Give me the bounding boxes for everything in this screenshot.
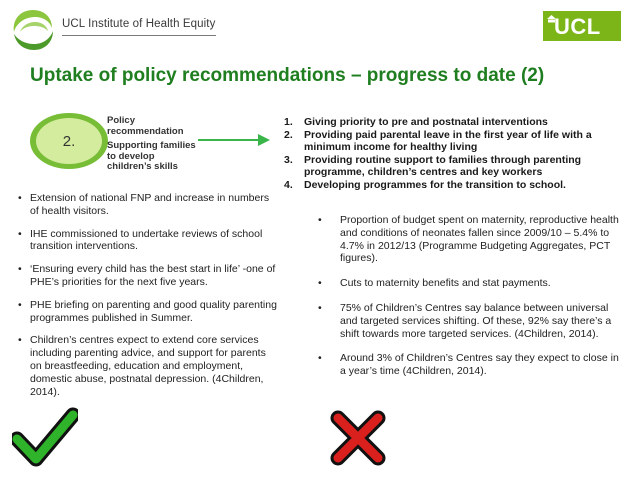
bullet-icon: • xyxy=(18,263,22,276)
progress-text: Proportion of budget spent on maternity, reproductive health and conditions of neonates fallen since 2009/10 – 5.4% to 4.7% in 2012/13 (Programme Budgeting Aggregates, PCT figures). xyxy=(340,214,619,265)
recommendation-text: Developing programmes for the transition to school. xyxy=(304,178,566,191)
list-item xyxy=(318,214,623,265)
right-arrow-icon xyxy=(198,133,270,147)
ucl-logo xyxy=(543,11,621,41)
negative-progress-list xyxy=(318,214,623,390)
list-item xyxy=(18,228,278,254)
page-title: Uptake of policy recommendations – progress to date (2) xyxy=(30,65,545,86)
progress-text: Children’s centres expect to extend core services including parenting advice, and support for parents on breastfeeding, education and employment, domestic abuse, postnatal depression. (4Children, 2014). xyxy=(30,334,266,398)
progress-text: Cuts to maternity benefits and stat payments. xyxy=(340,277,551,290)
list-item xyxy=(318,302,623,340)
bullet-icon: • xyxy=(18,334,22,347)
bullet-icon: • xyxy=(18,298,22,311)
list-item xyxy=(318,352,623,378)
ihe-logo-icon xyxy=(8,6,58,52)
recommendation-text: Giving priority to pre and postnatal interventions xyxy=(304,116,548,128)
progress-text: Extension of national FNP and increase in numbers of health visitors. xyxy=(30,192,270,217)
recommendation-topic-label: Supporting families to develop children’s skills xyxy=(107,140,196,172)
bullet-icon: • xyxy=(318,214,322,226)
recommendation-item xyxy=(284,129,624,154)
recommendation-item xyxy=(284,116,624,129)
progress-text: IHE commissioned to undertake reviews of school transition interventions. xyxy=(30,227,263,253)
positive-progress-list xyxy=(18,192,278,408)
ucl-logo-text: UCL xyxy=(554,14,601,39)
bullet-icon: • xyxy=(318,277,322,290)
recommendation-index: 1. xyxy=(284,116,293,128)
recommendation-index: 4. xyxy=(284,178,293,191)
recommendation-item xyxy=(284,179,624,192)
red-cross-icon xyxy=(328,410,388,466)
bullet-icon: • xyxy=(18,227,22,240)
list-item xyxy=(18,299,278,325)
list-item xyxy=(18,263,278,289)
recommendation-list xyxy=(284,116,624,191)
policy-recommendation-label: Policy recommendation xyxy=(107,115,184,137)
org-name-underline xyxy=(62,35,216,36)
green-check-icon xyxy=(12,407,78,467)
recommendation-circle xyxy=(30,113,108,169)
organization-name: UCL Institute of Health Equity xyxy=(62,18,216,30)
recommendation-index: 3. xyxy=(284,153,293,166)
progress-text: 75% of Children’s Centres say balance between universal and targeted services shifting. Of these, 92% say there’s a shift towards more targeted services. (4Children, 2014). xyxy=(340,301,612,340)
progress-text: PHE briefing on parenting and good quality parenting programmes published in Summer. xyxy=(30,298,277,324)
progress-text: ‘Ensuring every child has the best start in life’ -one of PHE’s priorities for the next five years. xyxy=(30,263,276,288)
bullet-icon: • xyxy=(318,301,322,314)
recommendation-text: Providing paid parental leave in the first year of life with a minimum income for healthy living xyxy=(304,128,592,153)
recommendation-item xyxy=(284,154,624,179)
bullet-icon: • xyxy=(318,352,322,365)
recommendation-index: 2. xyxy=(284,128,293,141)
bullet-icon: • xyxy=(18,192,22,204)
list-item xyxy=(18,192,278,218)
recommendation-number: 2. xyxy=(36,118,102,164)
progress-text: Around 3% of Children’s Centres say they expect to close in a year’s time (4Children, 2014). xyxy=(340,352,619,378)
recommendation-text: Providing routine support to families through parenting programme, children’s centres and key workers xyxy=(304,153,582,178)
list-item xyxy=(18,334,278,398)
list-item xyxy=(318,277,623,290)
